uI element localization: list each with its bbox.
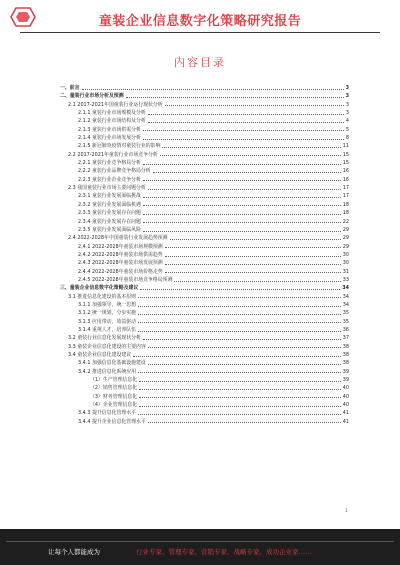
footer-divider xyxy=(6,541,394,542)
toc-entry-title: 2.3.2 童装行业发展面临机遇 xyxy=(78,201,141,208)
toc-entry[interactable] xyxy=(60,243,349,251)
toc-entry[interactable] xyxy=(60,268,349,276)
toc-entry-title: 3.4 童装企业信息化建设建议 xyxy=(68,352,132,358)
toc-entry[interactable] xyxy=(60,201,349,209)
toc-leader-dots xyxy=(138,331,341,332)
toc-leader-dots xyxy=(139,381,341,382)
toc-entry[interactable] xyxy=(60,234,349,242)
toc-entry[interactable] xyxy=(60,309,349,317)
toc-entry[interactable] xyxy=(60,259,349,267)
toc-entry-page: 38 xyxy=(342,352,349,358)
footer-slogan: 让每个人都能成为 xyxy=(48,548,100,556)
toc-entry-page: 8 xyxy=(345,135,349,142)
toc-entry[interactable] xyxy=(60,393,349,401)
toc-entry-page: 38 xyxy=(342,360,349,367)
toc-entry[interactable] xyxy=(60,384,349,392)
toc-leader-dots xyxy=(148,122,344,123)
toc-entry-page: 40 xyxy=(342,385,349,392)
toc-entry-title: 二、童装行业市场分析及预测 xyxy=(60,93,124,100)
toc-leader-dots xyxy=(148,364,341,365)
toc-entry-page: 34 xyxy=(342,285,349,292)
toc-entry-page: 29 xyxy=(342,243,349,250)
toc-entry-title: 2.3 我国童装行业市场主要问题分析 xyxy=(68,185,146,192)
toc-leader-dots xyxy=(133,356,341,357)
toc-entry[interactable] xyxy=(60,284,349,292)
toc-entry-title: 2.1.2 童装行业市场结构及分析 xyxy=(78,118,146,125)
toc-leader-dots xyxy=(153,172,341,173)
toc-leader-dots xyxy=(143,231,341,232)
toc-entry-title: 三、童装企业信息数字化策略及建议 xyxy=(60,285,139,292)
toc-entry-page: 29 xyxy=(342,226,349,233)
toc-entry-page: 22 xyxy=(342,218,349,225)
toc-leader-dots xyxy=(126,97,344,98)
toc-entry-title: （1）生产管理信息化 xyxy=(90,377,138,384)
toc-entry[interactable] xyxy=(60,209,349,217)
toc-leader-dots xyxy=(82,89,344,90)
toc-leader-dots xyxy=(148,114,344,115)
toc-entry-page: 30 xyxy=(342,251,349,258)
toc-entry-page: 3 xyxy=(345,93,349,100)
toc-entry-title: 2.4.4 2022-2028年童装市场价格走势 xyxy=(78,268,163,275)
table-of-contents xyxy=(60,84,349,426)
toc-entry-page: 17 xyxy=(342,185,349,192)
toc-entry[interactable] xyxy=(60,293,349,301)
toc-entry[interactable] xyxy=(60,117,349,125)
toc-entry-page: 41 xyxy=(342,410,349,417)
toc-entry-title: 2.4.3 2022-2028年童装市场发展预测 xyxy=(78,260,163,267)
toc-entry-title: 2.2 2017-2021年童装行业市场竞争分析 xyxy=(68,151,158,158)
toc-leader-dots xyxy=(139,389,341,390)
toc-entry-page: 38 xyxy=(342,343,349,350)
toc-entry[interactable] xyxy=(60,92,349,100)
toc-entry-page: 39 xyxy=(342,368,349,375)
toc-entry[interactable] xyxy=(60,159,349,167)
toc-leader-dots xyxy=(143,139,344,140)
toc-leader-dots xyxy=(143,214,341,215)
toc-entry-page: 35 xyxy=(342,310,349,317)
toc-entry-page: 4 xyxy=(345,118,349,125)
toc-entry[interactable] xyxy=(60,368,349,376)
footer-bar xyxy=(0,529,400,565)
toc-leader-dots xyxy=(148,422,341,423)
toc-leader-dots xyxy=(170,239,341,240)
toc-entry-title: 3.4.2 推进信息化系统应用 xyxy=(78,368,137,375)
toc-entry[interactable] xyxy=(60,251,349,259)
toc-entry-title: 3.1.1 加强领导，统一思想 xyxy=(78,301,137,308)
toc-entry-title: 3.2 童装行业信息化发展现状分析 xyxy=(68,335,141,342)
toc-entry[interactable] xyxy=(60,109,349,117)
toc-entry[interactable] xyxy=(60,167,349,175)
toc-entry[interactable] xyxy=(60,192,349,200)
toc-entry-page: 37 xyxy=(342,335,349,342)
toc-entry-title: 2.4 2022-2028年中国童装行业发展趋势预测 xyxy=(68,235,168,242)
toc-leader-dots xyxy=(165,256,341,257)
toc-entry[interactable] xyxy=(60,351,349,359)
toc-entry-page: 11 xyxy=(342,143,349,150)
toc-entry-title: 2.3.4 童装行业发展存在问题 xyxy=(78,218,141,225)
toc-entry[interactable] xyxy=(60,126,349,134)
toc-entry-title: 2.1.5 新冠肺炎疫情对童装行业的影响 xyxy=(78,143,161,150)
toc-entry-title: 2.4.2 2022-2028年童装市场供需趋势 xyxy=(78,251,163,258)
footer-tagline: 行业专家、管理专家、营销专家、战略专家、成功企业家…… xyxy=(136,548,312,556)
toc-entry[interactable] xyxy=(60,276,349,284)
toc-entry-page: 40 xyxy=(342,393,349,400)
toc-entry[interactable] xyxy=(60,84,349,92)
toc-entry-page: 16 xyxy=(342,176,349,183)
toc-leader-dots xyxy=(143,130,344,131)
toc-entry-page: 15 xyxy=(342,160,349,167)
toc-entry-title: 2.2.1 童装行业竞争格局分析 xyxy=(78,160,141,167)
toc-entry-title: 2.1.1 童装行业市场规模及分析 xyxy=(78,110,146,117)
toc-entry-page: 39 xyxy=(342,377,349,384)
toc-entry-page: 36 xyxy=(342,326,349,333)
toc-entry[interactable] xyxy=(60,409,349,417)
toc-entry[interactable] xyxy=(60,418,349,426)
toc-heading: 内容目录 xyxy=(174,56,226,69)
toc-entry-title: 2.4.1 2022-2028年童装市场规模预测 xyxy=(78,243,163,250)
toc-entry-page: 3 xyxy=(345,85,349,91)
toc-entry-page: 35 xyxy=(342,318,349,325)
toc-entry-title: 2.2.3 童装行业企业竞争分析 xyxy=(78,176,141,183)
toc-entry-page: 34 xyxy=(342,301,349,308)
toc-leader-dots xyxy=(143,197,341,198)
toc-entry-page: 30 xyxy=(342,260,349,267)
toc-entry-page: 3 xyxy=(345,110,349,117)
toc-entry-page: 16 xyxy=(342,168,349,175)
toc-leader-dots xyxy=(138,414,341,415)
toc-entry-page: 41 xyxy=(342,418,349,425)
toc-entry-title: 3.4.3 提升信息化管理水平 xyxy=(78,410,137,417)
toc-entry[interactable] xyxy=(60,176,349,184)
toc-entry-title: 3.4.1 加强信息化基础设施建设 xyxy=(78,360,146,367)
toc-leader-dots xyxy=(174,281,340,282)
toc-leader-dots xyxy=(143,339,341,340)
toc-leader-dots xyxy=(138,314,341,315)
toc-entry-title: 2.1.4 童装行业市场发展分析 xyxy=(78,135,141,142)
toc-leader-dots xyxy=(143,222,341,223)
toc-leader-dots xyxy=(139,397,341,398)
toc-entry-title: （2）销售管理信息化 xyxy=(90,385,138,392)
toc-entry[interactable] xyxy=(60,101,349,109)
toc-entry-page: 40 xyxy=(342,402,349,409)
toc-entry-title: 2.4.5 2022-2028年童装市场竞争格局预测 xyxy=(78,276,173,283)
toc-entry[interactable] xyxy=(60,142,349,150)
toc-entry[interactable] xyxy=(60,151,349,159)
toc-leader-dots xyxy=(162,147,340,148)
toc-entry[interactable] xyxy=(60,401,349,409)
toc-leader-dots xyxy=(148,189,341,190)
toc-leader-dots xyxy=(138,297,341,298)
toc-entry-page: 18 xyxy=(342,210,349,217)
toc-entry-page: 5 xyxy=(345,126,349,133)
toc-leader-dots xyxy=(138,306,341,307)
document-title: 童装企业信息数字化策略研究报告 xyxy=(98,14,302,29)
toc-entry-title: 3.1.3 应用带动，效益驱动 xyxy=(78,318,137,325)
toc-entry[interactable] xyxy=(60,218,349,226)
header-divider xyxy=(20,32,380,33)
toc-entry-title: 2.3.5 童装行业发展面临风险 xyxy=(78,226,141,233)
toc-entry[interactable] xyxy=(60,359,349,367)
toc-entry-title: 2.3.3 童装行业发展存在问题 xyxy=(78,210,141,217)
toc-entry-page: 33 xyxy=(342,276,349,283)
toc-entry-title: （4）企业管理信息化 xyxy=(90,402,138,409)
toc-entry-page: 15 xyxy=(342,151,349,158)
toc-entry[interactable] xyxy=(60,318,349,326)
toc-entry-page: 34 xyxy=(342,293,349,300)
toc-leader-dots xyxy=(140,289,340,290)
toc-entry[interactable] xyxy=(60,226,349,234)
toc-entry-page: 18 xyxy=(342,201,349,208)
toc-entry-page: 17 xyxy=(342,193,349,200)
toc-entry-title: 3.1.4 重视人才，培养队伍 xyxy=(78,326,137,333)
toc-entry[interactable] xyxy=(60,343,349,351)
toc-leader-dots xyxy=(143,180,341,181)
toc-entry-title: 3.1.2 统一规划，分步实施 xyxy=(78,310,137,317)
toc-entry-title: 3.1 推进信息化建设的基本原则 xyxy=(68,293,137,300)
toc-entry-title: 3.4.4 提升企业信息化管理水平 xyxy=(78,418,146,425)
toc-leader-dots xyxy=(160,155,341,156)
toc-entry-page: 29 xyxy=(342,235,349,242)
toc-entry-title: （3）财务管理信息化 xyxy=(90,393,138,400)
toc-entry-title: 2.3.1 童装行业发展面临挑战 xyxy=(78,193,141,200)
toc-entry[interactable] xyxy=(60,326,349,334)
toc-entry-page: 31 xyxy=(342,268,349,275)
toc-entry-title: 3.3 童装企业信息化建设的主要内容 xyxy=(68,343,146,350)
toc-entry[interactable] xyxy=(60,301,349,309)
toc-leader-dots xyxy=(165,272,341,273)
toc-leader-dots xyxy=(165,105,344,106)
toc-leader-dots xyxy=(139,406,341,407)
toc-entry[interactable] xyxy=(60,334,349,342)
toc-entry[interactable] xyxy=(60,376,349,384)
toc-leader-dots xyxy=(165,264,341,265)
toc-leader-dots xyxy=(148,347,341,348)
toc-leader-dots xyxy=(138,372,341,373)
toc-leader-dots xyxy=(138,322,341,323)
toc-entry[interactable] xyxy=(60,184,349,192)
toc-entry-title: 一、前言 xyxy=(60,85,80,91)
toc-entry-page: 3 xyxy=(345,101,349,108)
toc-entry-title: 2.1.3 童装行业市场供需分析 xyxy=(78,126,141,133)
page-number: 1 xyxy=(345,509,348,514)
toc-entry-title: 2.1 2017-2021年国童装行业运行现状分析 xyxy=(68,101,163,108)
toc-leader-dots xyxy=(143,164,341,165)
toc-leader-dots xyxy=(165,247,341,248)
toc-leader-dots xyxy=(143,205,341,206)
toc-entry[interactable] xyxy=(60,134,349,142)
toc-entry-title: 2.2.2 童装行业品牌竞争格局分析 xyxy=(78,168,151,175)
